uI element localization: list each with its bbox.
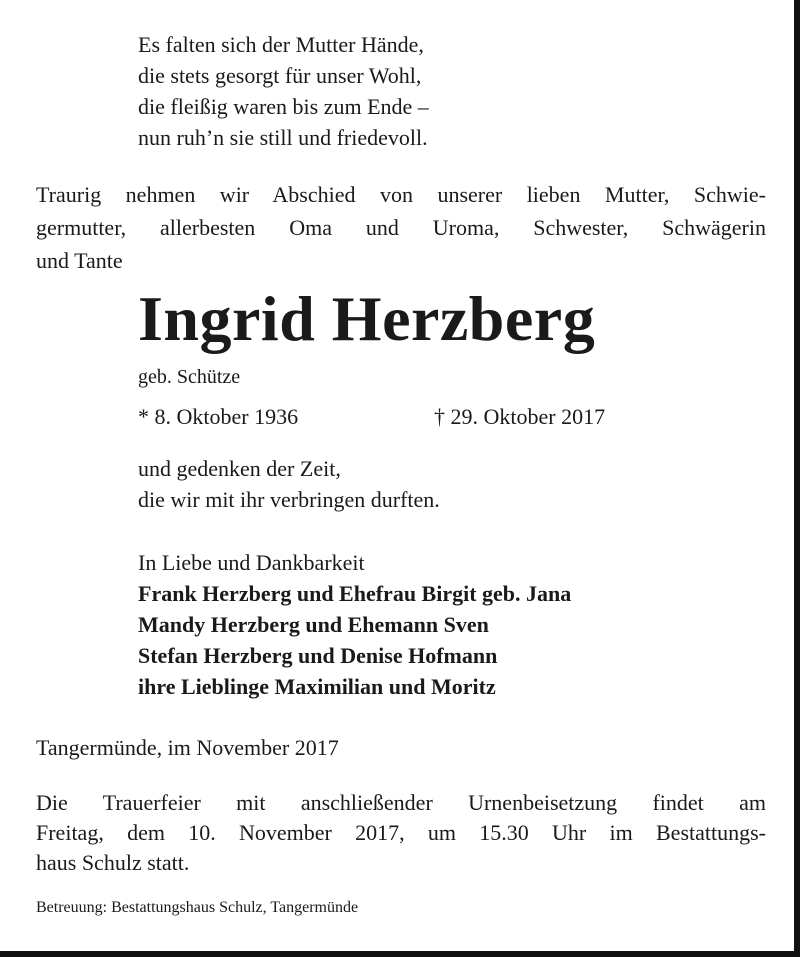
remembrance-line: und gedenken der Zeit, (138, 456, 341, 481)
funeral-info (36, 788, 766, 878)
poem-line: nun ruh’n sie still und friedevoll. (138, 125, 428, 150)
birth-name: geb. Schütze (138, 366, 241, 388)
mourner-name: Frank Herzberg und Ehefrau Birgit geb. Jana (138, 581, 572, 606)
place-date: Tangermünde, im November 2017 (36, 735, 339, 760)
intro-line: germutter, allerbesten Oma und Uroma, Schwester, Schwägerin (36, 215, 766, 240)
mourner-name: ihre Lieblinge Maximilian und Moritz (138, 674, 496, 699)
intro-line: und Tante (36, 248, 123, 273)
birth-date: * 8. Oktober 1936 (138, 404, 299, 429)
intro-text (36, 178, 766, 277)
poem-line: die stets gesorgt für unser Wohl, (138, 63, 422, 88)
death-date: † 29. Oktober 2017 (434, 404, 606, 429)
remembrance-line: die wir mit ihr verbringen durften. (138, 487, 440, 512)
poem-line: die fleißig waren bis zum Ende – (138, 94, 429, 119)
mourners-intro-line: In Liebe und Dankbarkeit (138, 550, 365, 575)
funeral-line: haus Schulz statt. (36, 850, 190, 875)
mourner-name: Mandy Herzberg und Ehemann Sven (138, 612, 489, 637)
poem-line: Es falten sich der Mutter Hände, (138, 32, 424, 57)
funeral-line: Die Trauerfeier mit anschließender Urnenbeisetzung findet am (36, 790, 766, 815)
mourner-name: Stefan Herzberg und Denise Hofmann (138, 643, 498, 668)
intro-line: Traurig nehmen wir Abschied von unserer lieben Mutter, Schwie- (36, 182, 766, 207)
funeral-line: Freitag, dem 10. November 2017, um 15.30 Uhr im Bestattungs- (36, 820, 766, 845)
deceased-name: Ingrid Herzberg (138, 283, 596, 354)
funeral-home-credit: Betreuung: Bestattungshaus Schulz, Tangermünde (36, 899, 359, 916)
